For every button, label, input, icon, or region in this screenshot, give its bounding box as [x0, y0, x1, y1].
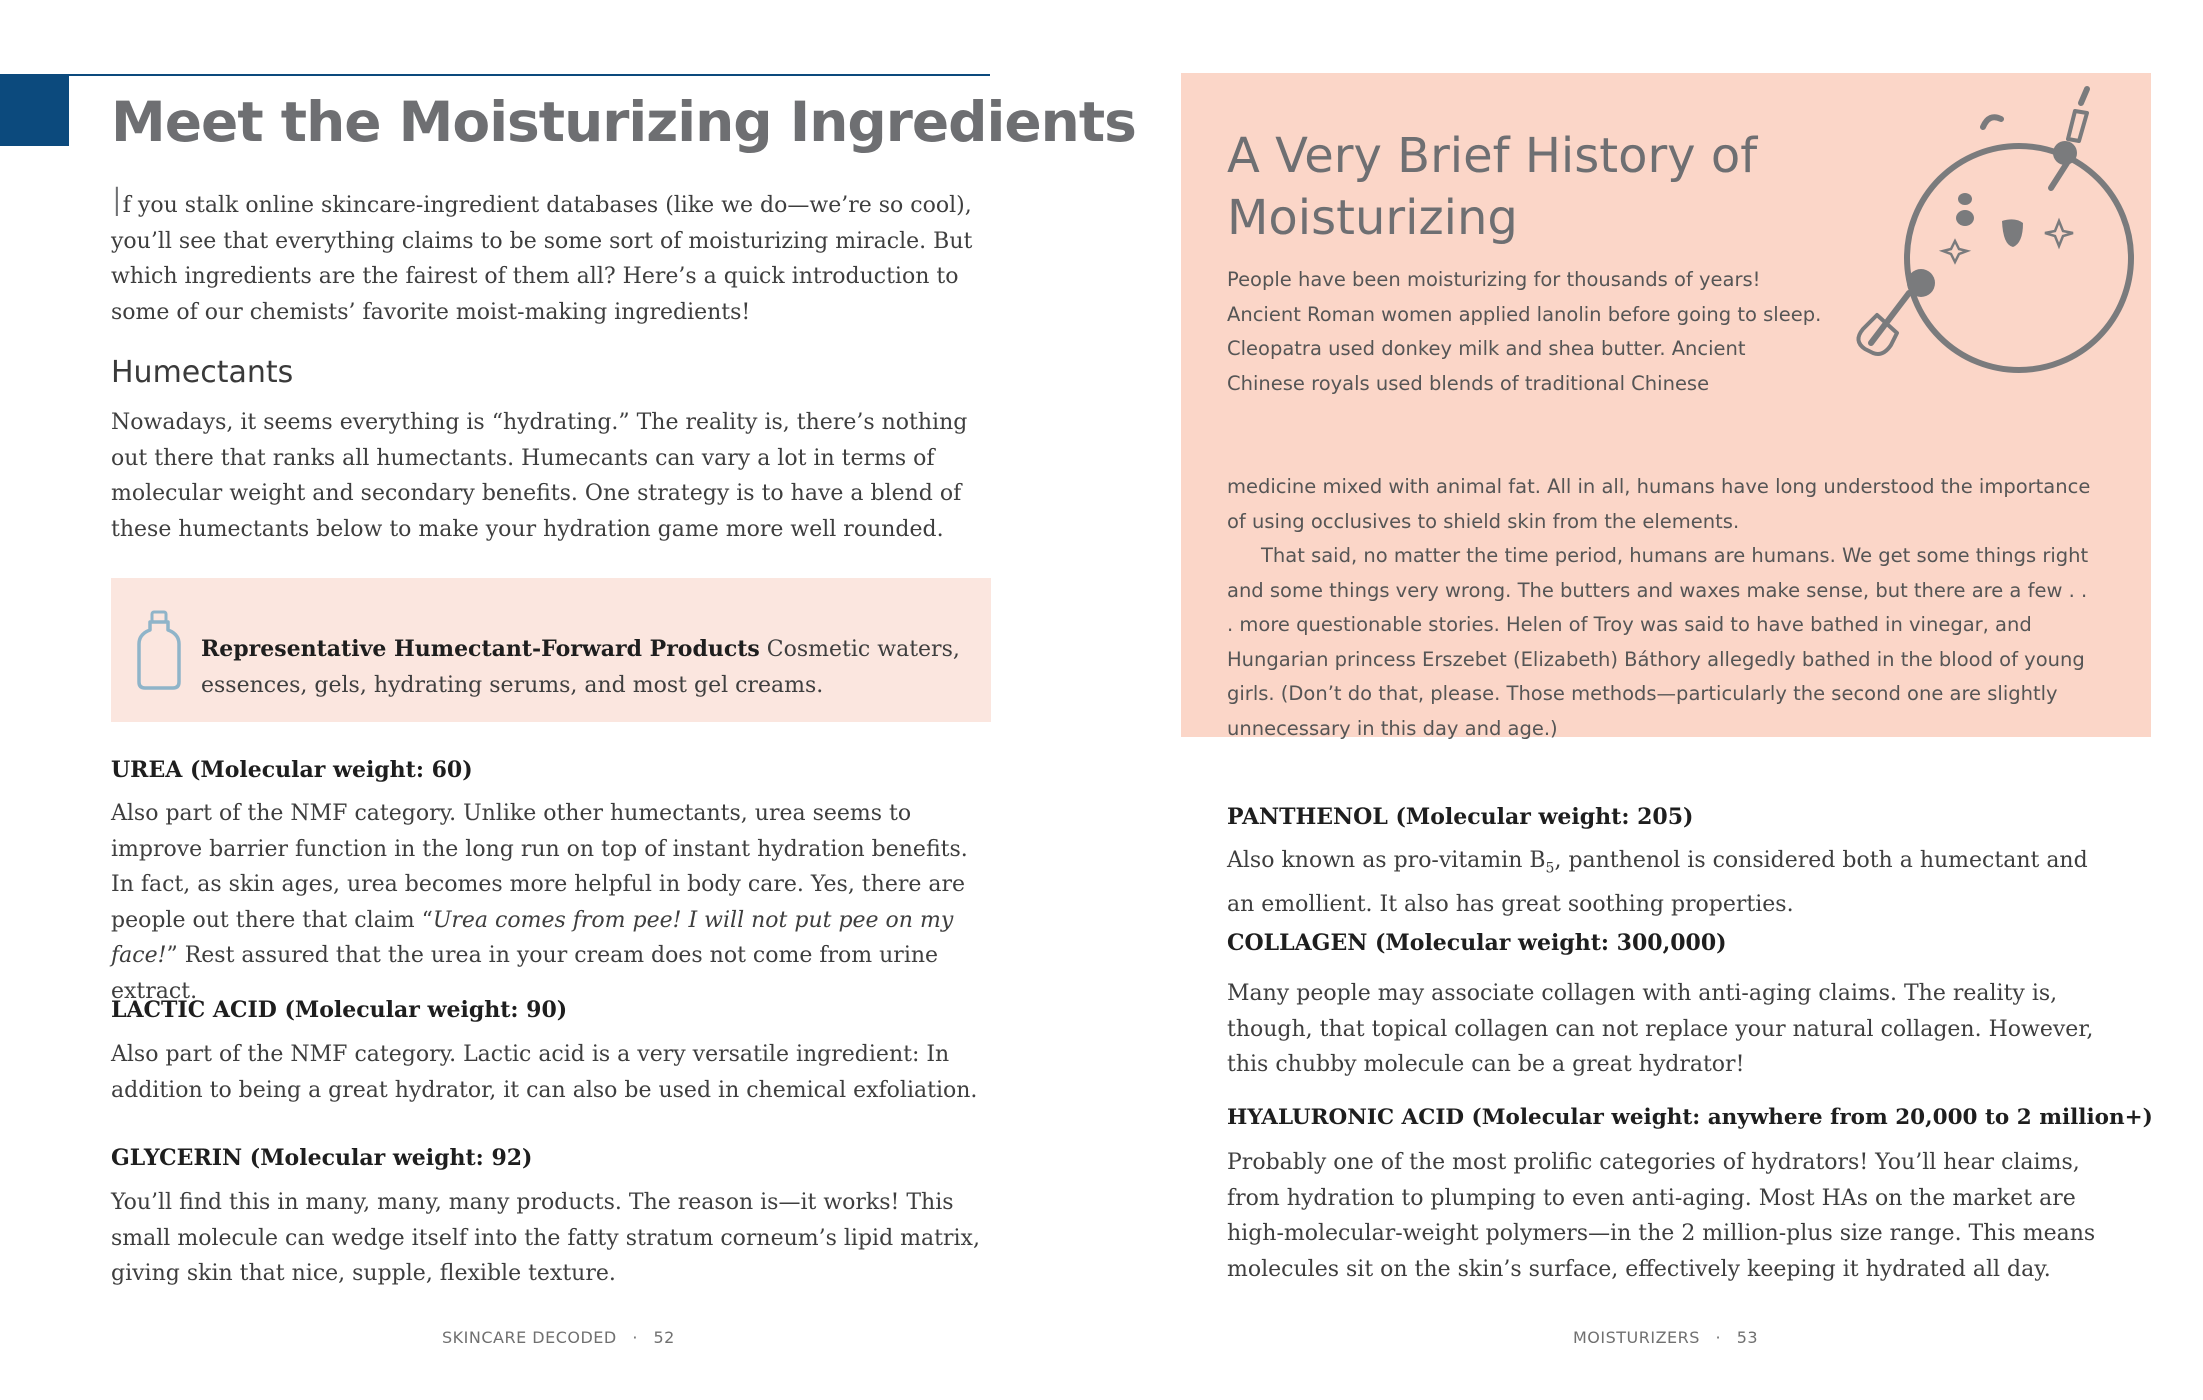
- lactic-acid-paragraph: Also part of the NMF category. Lactic acid is a very versatile ingredient: In addition to being a great hydrator, it can also be used in chemical exfoliation.: [111, 1042, 978, 1103]
- urea-quote: Urea comes from pee! I will not put pee on my face!: [111, 907, 954, 968]
- history-paragraph-2: medicine mixed with animal fat. All in all, humans have long understood the importance of using occlusives to shield skin from the elements.: [1227, 475, 2091, 533]
- callout-body: Cosmetic waters, essences, gels, hydrating serums, and most gel creams.: [201, 637, 960, 698]
- urea-title: UREA (Molecular weight: 60): [111, 757, 473, 783]
- panthenol-subscript: 5: [1545, 860, 1555, 877]
- history-paragraph-3: That said, no matter the time period, humans are humans. We get some things right and some things very wrong. The butters and waxes make sense, but there are a few . . . more questionable stories. Helen of Troy was said to have bathed in vinegar, and Hungarian princess Erszebet (Elizabeth) Báthory allegedly bathed in the blood of young girls. (Don’t do that, please. Those methods—particularly the second one are slightly unnecessary in this day and age.): [1227, 544, 2089, 740]
- left-footer-page: 52: [653, 1328, 675, 1347]
- right-footer-page: 53: [1736, 1328, 1759, 1347]
- panthenol-title: PANTHENOL (Molecular weight: 205): [1227, 804, 1694, 830]
- bottle-icon: [135, 610, 183, 690]
- products-callout: [111, 578, 991, 722]
- collagen-paragraph: Many people may associate collagen with anti-aging claims. The reality is, though, that topical collagen can not replace your natural collagen. However, this chubby molecule can be a great hydrator!: [1227, 981, 2094, 1077]
- right-page: [1100, 0, 2203, 1400]
- humectants-paragraph: Nowadays, it seems everything is “hydrating.” The reality is, there’s nothing out there that ranks all humectants. Humecants can vary a lot in terms of molecular weight and secondary benefits. One strategy is to have a blend of these humectants below to make your hydration game more well rounded.: [111, 410, 968, 542]
- page-title: Meet the Moisturizing Ingredients: [111, 90, 1136, 154]
- hyaluronic-acid-paragraph: Probably one of the most prolific categories of hydrators! You’ll hear claims, from hydration to plumping to even anti-aging. Most HAs on the market are high-molecular-weight polymers—in the 2 million-plus size range. This means molecules sit on the skin’s surface, effectively keeping it hydrated all day.: [1227, 1150, 2096, 1282]
- glycerin-paragraph: You’ll find this in many, many, many products. The reason is—it works! This small molecule can wedge itself into the fatty stratum corneum’s lipid matrix, giving skin that nice, supple, flexible texture.: [111, 1190, 980, 1286]
- intro-text: f you stalk online skincare-ingredient databases (like we do—we’re so cool), you’ll see that everything claims to be some sort of moisturizing miracle. But which ingredients are the fairest of them all? Here’s a quick introduction to some of our chemists’ favorite moist-making ingredients!: [111, 193, 973, 325]
- molecule-mascot-icon: [1819, 53, 2139, 383]
- drop-cap: I: [111, 180, 123, 226]
- panthenol-text-before: Also known as pro-vitamin B: [1227, 848, 1546, 873]
- urea-text-after: ” Rest assured that the urea in your cream does not come from urine extract.: [111, 943, 939, 1004]
- intro-paragraph: [111, 180, 991, 330]
- collagen-title: COLLAGEN (Molecular weight: 300,000): [1227, 930, 1727, 956]
- history-title: A Very Brief History of Moisturizing: [1227, 128, 1758, 246]
- right-footer-book: MOISTURIZERS: [1573, 1328, 1700, 1347]
- glycerin-title: GLYCERIN (Molecular weight: 92): [111, 1145, 533, 1171]
- urea-text-before: Also part of the NMF category. Unlike other humectants, urea seems to improve barrier function in the long run on top of instant hydration benefits. In fact, as skin ages, urea becomes more helpful in body care. Yes, there are people out there that claim “: [111, 801, 968, 933]
- history-sidebar: [1181, 73, 2151, 740]
- callout-bold-label: Representative Humectant-Forward Products: [201, 636, 760, 662]
- right-footer-separator: ·: [1715, 1328, 1722, 1347]
- right-footer: [1573, 1328, 1758, 1347]
- urea-paragraph: [111, 796, 991, 1009]
- corner-accent-block: [0, 74, 69, 146]
- left-footer: [442, 1328, 675, 1347]
- panthenol-paragraph: [1227, 843, 2107, 922]
- callout-text: [201, 632, 961, 703]
- top-rule: [69, 74, 990, 76]
- humectants-heading: Humectants: [111, 355, 294, 390]
- history-paragraph-1: People have been moisturizing for thousands of years! Ancient Roman women applied lanolin before going to sleep. Cleopatra used donkey milk and shea butter. Ancient Chinese royals used blends of traditional Chinese: [1227, 268, 1822, 395]
- hyaluronic-acid-title: HYALURONIC ACID (Molecular weight: anywhere from 20,000 to 2 million+): [1227, 1105, 2153, 1130]
- panthenol-text-after: , panthenol is considered both a humectant and an emollient. It also has great soothing properties.: [1227, 848, 2088, 917]
- left-footer-separator: ·: [632, 1328, 638, 1347]
- lactic-acid-title: LACTIC ACID (Molecular weight: 90): [111, 997, 568, 1023]
- left-footer-book: SKINCARE DECODED: [442, 1328, 617, 1347]
